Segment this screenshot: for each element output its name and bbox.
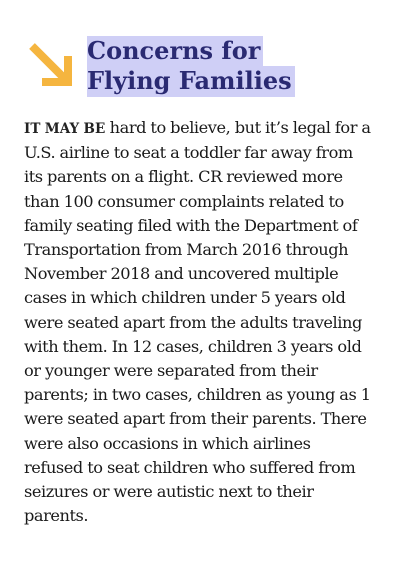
body-paragraph: hard to believe, but it’s legal for a U.S. airline to seat a toddler far away from its parents on a flight. CR reviewed more than 100 consumer complaints related to family seating filed with the Department of Transportation from March 2016 through November 2018 and uncovered multiple cases in which children under 5 years old were seated apart from the adults traveling with them. In 12 cases, children 3 years old or younger were separated from their parents; in two cases, children as young as 1 were seated apart from their parents. There were also occasions in which airlines refused to seat children who suffered from seizures or were autistic next to their parents. (24, 118, 371, 526)
article-body (24, 116, 372, 528)
article-title (87, 36, 387, 96)
lead-in: IT MAY BE (24, 121, 106, 137)
arrow-down-right-icon (24, 42, 74, 92)
title-line-1: Concerns for (87, 36, 263, 67)
article-header (24, 36, 394, 98)
page-margin (0, 0, 6, 585)
title-line-2: Flying Families (87, 66, 295, 97)
